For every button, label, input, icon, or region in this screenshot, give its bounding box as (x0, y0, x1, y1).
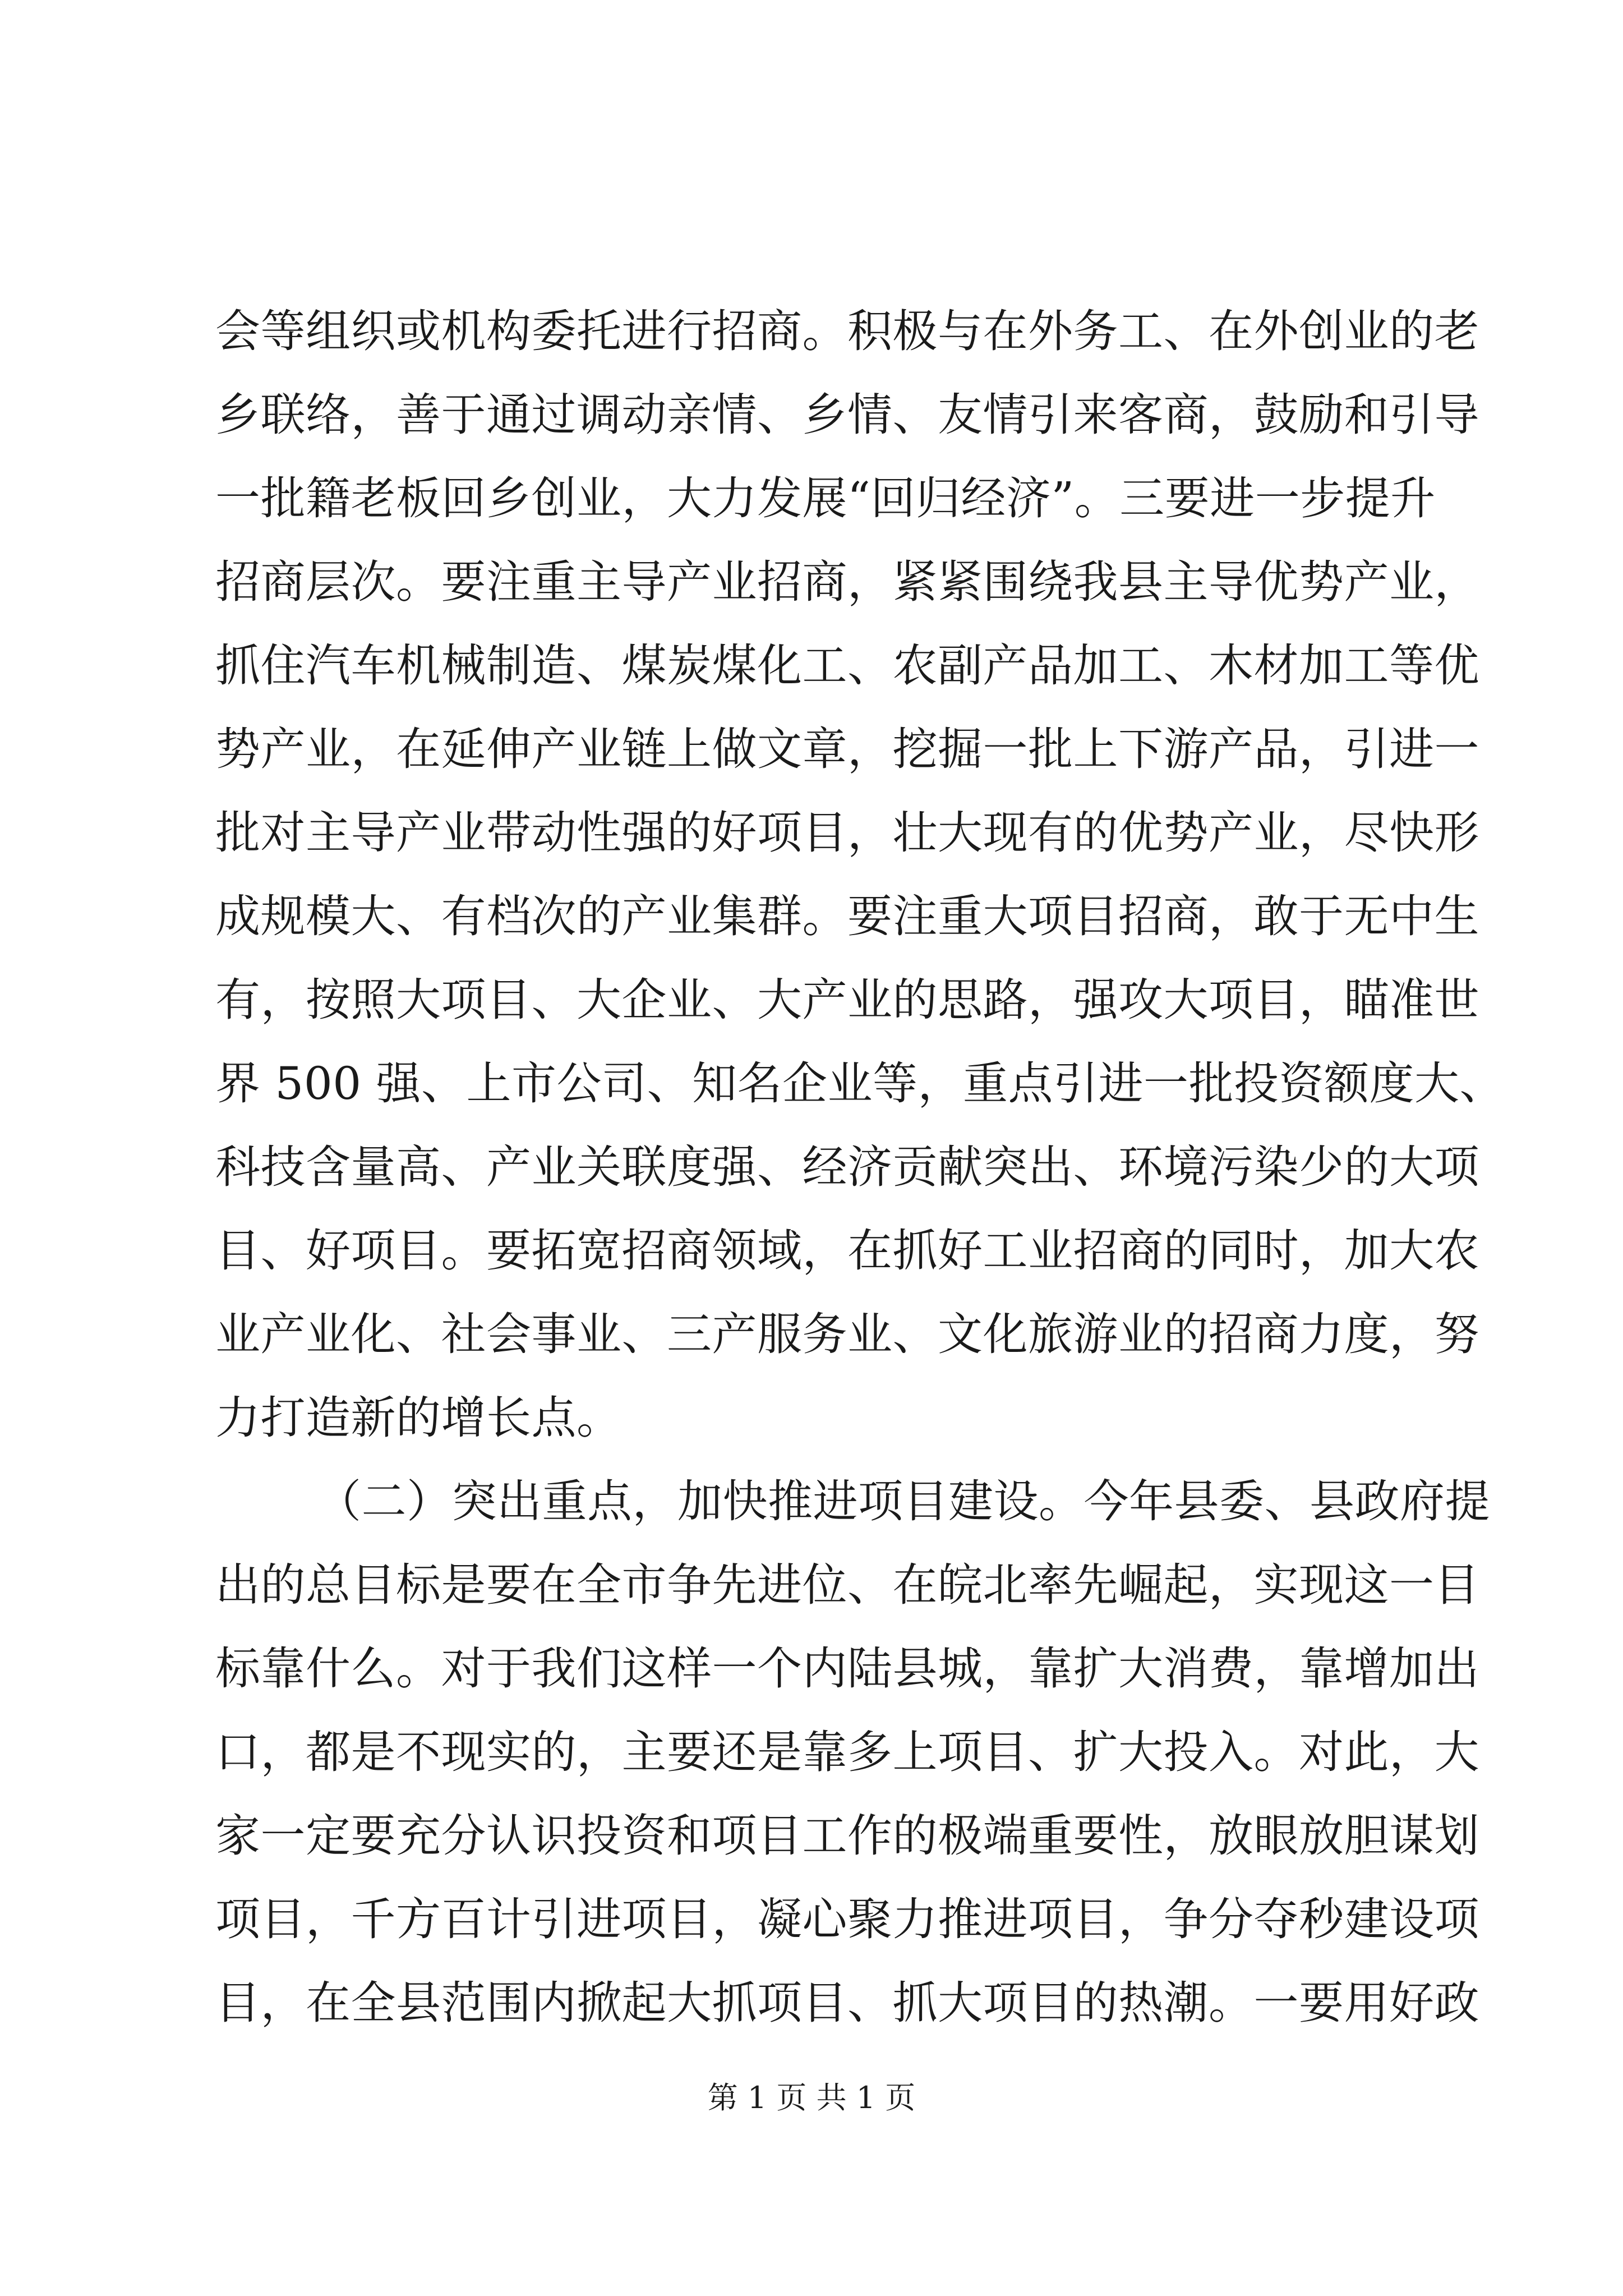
text-line: 界 500 强、上市公司、知名企业等，重点引进一批投资额度大、 (215, 1057, 1505, 1110)
text-line: 抓住汽车机械制造、煤炭煤化工、农副产品加工、木材加工等优 (215, 639, 1479, 692)
text-line: 招商层次。要注重主导产业招商，紧紧围绕我县主导优势产业， (215, 556, 1479, 608)
text-line: 目，在全县范围内掀起大抓项目、抓大项目的热潮。一要用好政 (215, 1977, 1479, 2029)
text-line: 会等组织或机构委托进行招商。积极与在外务工、在外创业的老 (215, 305, 1479, 357)
text-line: 乡联络，善于通过调动亲情、乡情、友情引来客商，鼓励和引导 (215, 389, 1479, 441)
text-line: 出的总目标是要在全市争先进位、在皖北率先崛起，实现这一目 (215, 1559, 1479, 1611)
paragraph-first-line: （二）突出重点，加快推进项目建设。今年县委、县政府提 (316, 1475, 1490, 1527)
text-line: 口，都是不现实的，主要还是靠多上项目、扩大投入。对此，大 (215, 1726, 1479, 1778)
body-text (215, 289, 1505, 2045)
text-line: 家一定要充分认识投资和项目工作的极端重要性，放眼放胆谋划 (215, 1810, 1479, 1862)
text-line: 一批籍老板回乡创业，大力发展“回归经济”。三要进一步提升 (215, 472, 1436, 524)
text-line: 有，按照大项目、大企业、大产业的思路，强攻大项目，瞄准世 (215, 974, 1479, 1026)
text-line: 标靠什么。对于我们这样一个内陆县城，靠扩大消费，靠增加出 (215, 1642, 1479, 1695)
text-line: 力打造新的增长点。 (215, 1392, 622, 1444)
text-line: 项目，千方百计引进项目，凝心聚力推进项目，争分夺秒建设项 (215, 1893, 1479, 1945)
text-line: 业产业化、社会事业、三产服务业、文化旅游业的招商力度，努 (215, 1308, 1479, 1360)
text-line: 批对主导产业带动性强的好项目，壮大现有的优势产业，尽快形 (215, 807, 1479, 859)
text-line: 势产业，在延伸产业链上做文章，挖掘一批上下游产品，引进一 (215, 723, 1479, 775)
text-line: 目、好项目。要拓宽招商领域，在抓好工业招商的同时，加大农 (215, 1225, 1479, 1277)
text-line: 科技含量高、产业关联度强、经济贡献突出、环境污染少的大项 (215, 1141, 1479, 1193)
text-line: 成规模大、有档次的产业集群。要注重大项目招商，敢于无中生 (215, 890, 1479, 942)
page-number-footer: 第 1 页 共 1 页 (707, 2080, 916, 2115)
